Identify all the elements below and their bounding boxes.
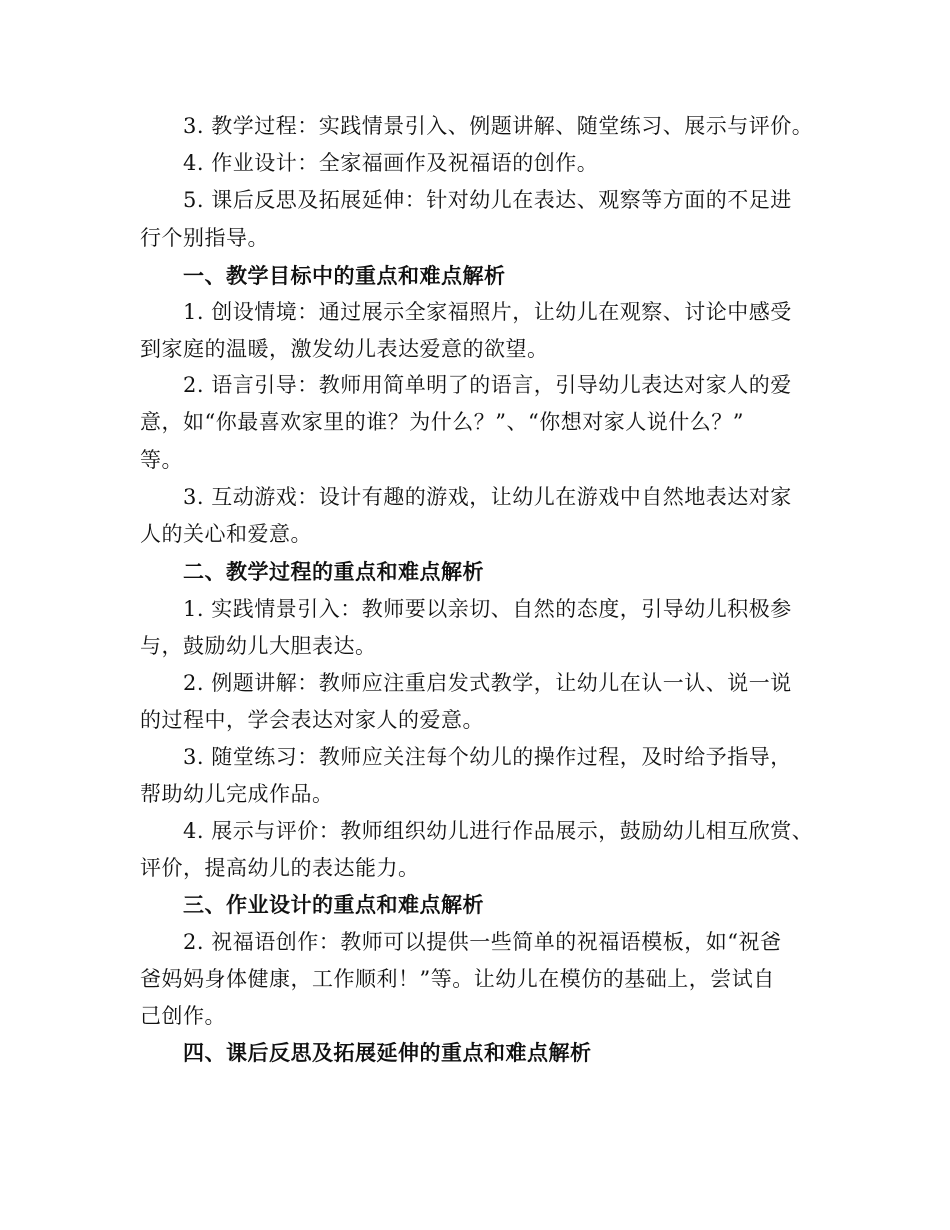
paragraph-line: 2. 语言引导：教师用简单明了的语言，引导幼儿表达对家人的爱 (183, 373, 792, 397)
section-heading: 一、教学目标中的重点和难点解析 (183, 264, 506, 288)
paragraph-line: 人的关心和爱意。 (140, 522, 312, 546)
paragraph-line: 5. 课后反思及拓展延伸：针对幼儿在表达、观察等方面的不足进 (183, 188, 792, 212)
section-heading: 三、作业设计的重点和难点解析 (183, 893, 484, 917)
paragraph-line: 帮助幼儿完成作品。 (140, 782, 334, 806)
paragraph-line: 3. 教学过程：实践情景引入、例题讲解、随堂练习、展示与评价。 (183, 114, 814, 138)
paragraph-line: 4. 展示与评价：教师组织幼儿进行作品展示，鼓励幼儿相互欣赏、 (183, 819, 814, 843)
paragraph-line: 意，如“你最喜欢家里的谁？为什么？”、“你想对家人说什么？” (140, 410, 744, 434)
paragraph-line: 等。 (140, 448, 183, 472)
paragraph-line: 行个别指导。 (140, 226, 269, 250)
paragraph-line: 3. 互动游戏：设计有趣的游戏，让幼儿在游戏中自然地表达对家 (183, 485, 792, 509)
paragraph-line: 己创作。 (140, 1004, 226, 1028)
paragraph-line: 1. 创设情境：通过展示全家福照片，让幼儿在观察、讨论中感受 (183, 300, 792, 324)
section-heading: 四、课后反思及拓展延伸的重点和难点解析 (183, 1041, 592, 1065)
paragraph-line: 3. 随堂练习：教师应关注每个幼儿的操作过程，及时给予指导， (183, 745, 792, 769)
section-heading: 二、教学过程的重点和难点解析 (183, 560, 484, 584)
paragraph-line: 的过程中，学会表达对家人的爱意。 (140, 708, 484, 732)
paragraph-line: 爸妈妈身体健康，工作顺利！”等。让幼儿在模仿的基础上，尝试自 (140, 967, 775, 991)
paragraph-line: 2. 祝福语创作：教师可以提供一些简单的祝福语模板，如“祝爸 (183, 930, 782, 954)
paragraph-line: 2. 例题讲解：教师应注重启发式教学，让幼儿在认一认、说一说 (183, 671, 792, 695)
paragraph-line: 1. 实践情景引入：教师要以亲切、自然的态度，引导幼儿积极参 (183, 597, 792, 621)
paragraph-line: 到家庭的温暖，激发幼儿表达爱意的欲望。 (140, 337, 549, 361)
paragraph-line: 评价，提高幼儿的表达能力。 (140, 856, 420, 880)
paragraph-line: 与，鼓励幼儿大胆表达。 (140, 634, 377, 658)
paragraph-line: 4. 作业设计：全家福画作及祝福语的创作。 (183, 151, 599, 175)
